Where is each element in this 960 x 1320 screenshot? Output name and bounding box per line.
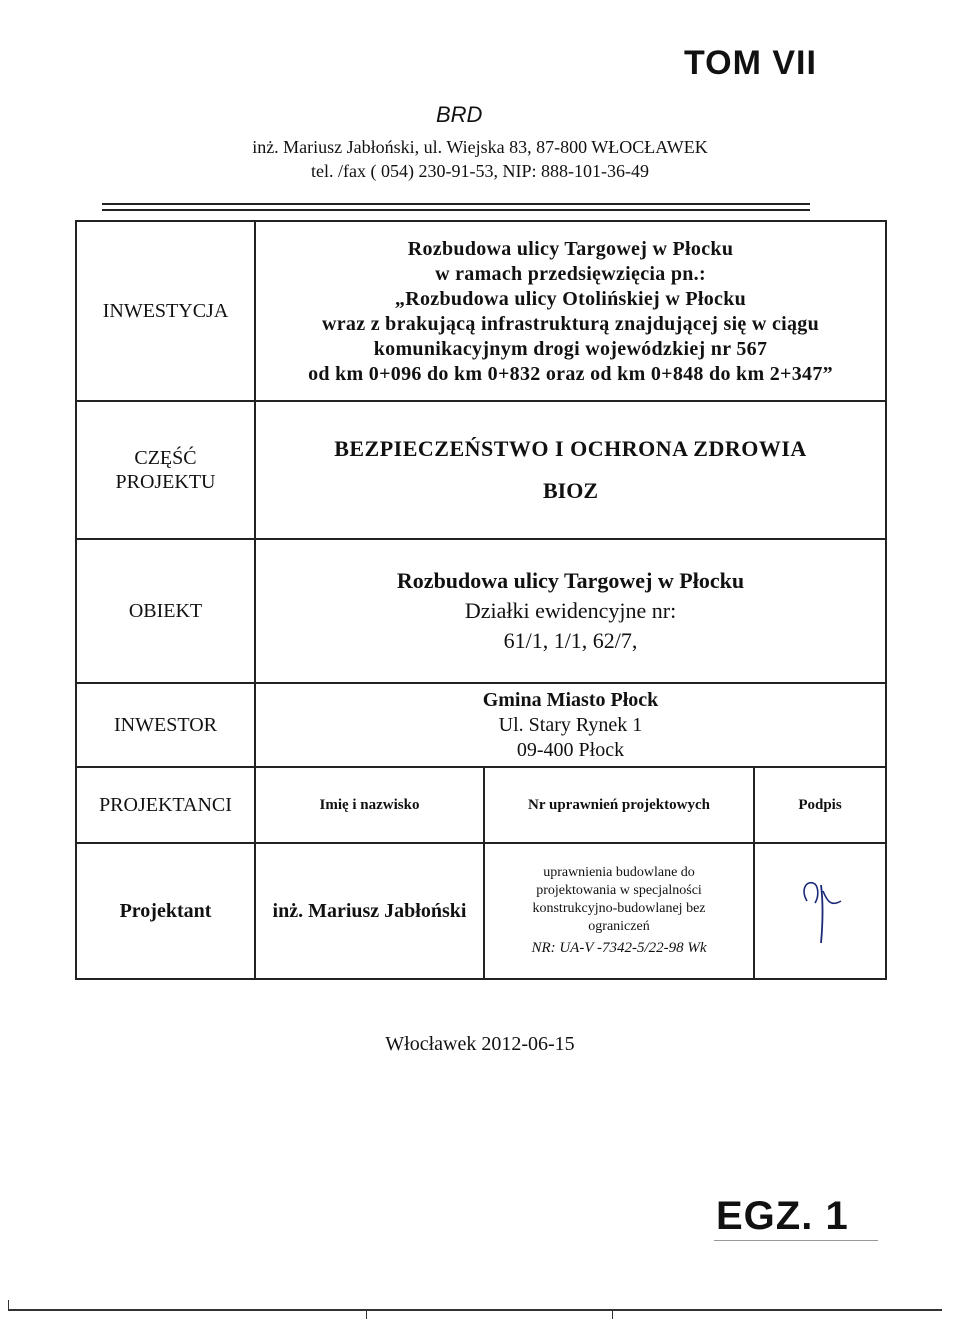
title-table (75, 220, 887, 980)
inwestycja-description (256, 224, 885, 400)
projektant-permissions (485, 844, 753, 978)
inwestor-line: Ul. Stary Rynek 1 (498, 713, 643, 736)
stamp-underline (714, 1240, 878, 1241)
permission-line: konstrukcyjno-budowlanej bez (532, 901, 706, 916)
label-inwestycja: INWESTYCJA (102, 299, 229, 322)
bottom-edge-tick (8, 1300, 9, 1311)
czesc-description (256, 402, 885, 538)
projektant-name: inż. Mariusz Jabłoński (272, 899, 467, 922)
header-separator (102, 203, 810, 211)
czesc-subtitle: BIOZ (542, 478, 599, 503)
inwestycja-line: w ramach przedsięwzięcia pn.: (435, 263, 706, 285)
permission-line: projektowania w specjalności (536, 883, 702, 898)
inwestycja-line: „Rozbudowa ulicy Otolińskiej w Płocku (394, 288, 747, 310)
inwestor-line: Gmina Miasto Płock (482, 688, 659, 711)
label-obiekt: OBIEKT (128, 599, 203, 622)
company-address: inż. Mariusz Jabłoński, ul. Wiejska 83, 87-800 WŁOCŁAWEK (252, 137, 708, 157)
place-and-date: Włocławek 2012-06-15 (385, 1033, 575, 1055)
volume-label: TOM VII (684, 44, 817, 82)
label-czesc-line2: PROJEKTU (115, 471, 216, 493)
handwritten-signature (785, 861, 855, 961)
permission-line: ograniczeń (588, 919, 650, 934)
company-name: BRD (436, 102, 483, 127)
obiekt-line: 61/1, 1/1, 62/7, (503, 628, 638, 653)
label-projektant: Projektant (119, 899, 212, 922)
permission-line: uprawnienia budowlane do (543, 865, 695, 880)
bottom-edge-tick (612, 1309, 613, 1319)
czesc-title: BEZPIECZEŃSTWO I OCHRONA ZDROWIA (334, 436, 807, 461)
label-projektanci: PROJEKTANCI (99, 793, 232, 816)
label-czesc-line1: CZĘŚĆ (134, 447, 197, 469)
label-czesc-projektu (77, 402, 254, 538)
bottom-edge-tick (366, 1309, 367, 1319)
bottom-edge-line (8, 1309, 942, 1311)
permission-number: NR: UA-V -7342-5/22-98 Wk (531, 940, 707, 956)
inwestor-description (256, 684, 885, 766)
company-contact: tel. /fax ( 054) 230-91-53, NIP: 888-101-36-49 (311, 161, 649, 181)
obiekt-line: Rozbudowa ulicy Targowej w Płocku (396, 568, 745, 593)
inwestycja-line: komunikacyjnym drogi wojewódzkiej nr 567 (373, 338, 768, 360)
header-signature-column: Podpis (798, 796, 842, 813)
header-permission-column: Nr uprawnień projektowych (528, 796, 710, 813)
copy-number-stamp: EGZ. 1 (716, 1194, 849, 1238)
inwestycja-line: Rozbudowa ulicy Targowej w Płocku (407, 238, 734, 260)
inwestycja-line: wraz z brakującą infrastrukturą znajdującej się w ciągu (322, 313, 819, 335)
obiekt-line: Działki ewidencyjne nr: (464, 598, 677, 623)
signature-cell (755, 844, 885, 978)
header-name-column: Imię i nazwisko (319, 796, 420, 813)
label-inwestor: INWESTOR (114, 713, 217, 736)
inwestor-line: 09-400 Płock (516, 738, 625, 761)
obiekt-description (256, 540, 885, 682)
inwestycja-line: od km 0+096 do km 0+832 oraz od km 0+848 do km 2+347” (308, 363, 833, 385)
